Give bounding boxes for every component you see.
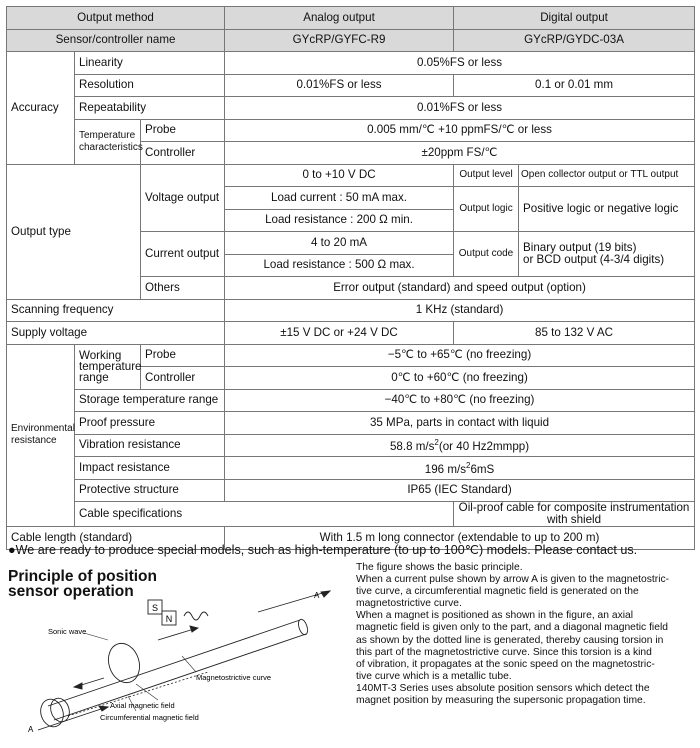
supply-voltage-analog: ±15 V DC or +24 V DC <box>225 322 454 345</box>
sonic-wave-loop <box>104 639 145 686</box>
axial-field-label: Axial magnetic field <box>110 701 175 710</box>
resolution-analog: 0.01%FS or less <box>225 74 454 97</box>
table-row <box>7 344 695 367</box>
desc-line: tive curve, a circumferential magnetic field is generated on the <box>356 586 639 598</box>
env-probe-label: Probe <box>141 344 225 367</box>
table-row <box>7 119 695 142</box>
supply-voltage-label: Supply voltage <box>7 322 225 345</box>
cable-spec-label: Cable specifications <box>75 502 454 527</box>
output-code-label: Output code <box>454 232 519 277</box>
magnetostrictive-curve-label: Magnetostrictive curve <box>196 673 272 682</box>
proof-pressure-value: 35 MPa, parts in contact with liquid <box>225 412 695 435</box>
desc-line: this part of the magnetostrictive curve. Since this torsion is a kind <box>356 646 652 658</box>
output-level-value: Open collector output or TTL output <box>519 164 695 187</box>
circumferential-field-label: Circumferential magnetic field <box>100 713 199 722</box>
specification-table <box>6 6 695 550</box>
header-row-sensor <box>7 29 695 52</box>
desc-line: When a current pulse shown by arrow A is given to the magnetostric- <box>356 574 670 586</box>
digital-model: GYcRP/GYDC-03A <box>454 29 695 52</box>
arrow-a-top-head <box>321 591 330 597</box>
principle-title <box>8 569 157 599</box>
torsion-wave <box>184 612 208 620</box>
vibration-value-tail: (or 40 Hz2mmpp) <box>438 440 530 454</box>
repeatability-label: Repeatability <box>75 97 225 120</box>
impact-value-tail: 6mS <box>470 462 495 476</box>
arrow-a-bottom-head <box>99 706 108 711</box>
field-arrow-line <box>158 629 194 640</box>
label-a-bottom: A <box>28 725 34 734</box>
temperature-label-line2: characteristics <box>79 141 143 153</box>
working-temperature-label <box>75 344 141 389</box>
sonic-wave-arrow-head <box>74 683 82 689</box>
table-row <box>7 479 695 502</box>
protective-structure-value: IP65 (IEC Standard) <box>225 479 695 502</box>
desc-line: magnetostrictive curve. <box>356 598 462 610</box>
sonic-wave-leader <box>84 633 108 640</box>
table-row <box>7 299 695 322</box>
storage-temperature-value: −40℃ to +80℃ (no freezing) <box>225 389 695 412</box>
table-row <box>7 52 695 75</box>
temp-controller-label: Controller <box>141 142 225 165</box>
environmental-label-line1: Environmental <box>11 423 75 435</box>
table-row <box>7 434 695 457</box>
scanning-frequency-value: 1 KHz (standard) <box>225 299 695 322</box>
cable-spec-value: Oil-proof cable for composite instrumentation with shield <box>454 502 695 527</box>
axial-field-leader <box>136 684 158 700</box>
vibration-resistance-label: Vibration resistance <box>75 434 225 457</box>
magnet-s-label: S <box>151 603 159 613</box>
environmental-label-line2: resistance <box>11 435 57 447</box>
resolution-label: Resolution <box>75 74 225 97</box>
magnet-n-label: N <box>165 614 173 624</box>
others-value: Error output (standard) and speed output (option) <box>225 277 695 300</box>
sensor-name-header: Sensor/controller name <box>7 29 225 52</box>
output-type-label: Output type <box>7 164 141 299</box>
impact-resistance-value <box>225 457 695 480</box>
desc-line: The figure shows the basic principle. <box>356 562 523 573</box>
desc-line: When a magnet is positioned as shown in the figure, an axial <box>356 610 634 622</box>
desc-line: as shown by the dotted line is generated, thereby causing torsion in <box>356 634 664 646</box>
env-probe-value: −5℃ to +65℃ (no freezing) <box>225 344 695 367</box>
tube-end-cap <box>297 618 310 636</box>
sonic-wave-label: Sonic wave <box>48 627 87 636</box>
table-row <box>7 164 695 187</box>
special-models-note: ●We are ready to produce special models, such as high-temperature (to up to 100℃) models. Please contact us. <box>8 543 638 557</box>
principle-title-line2: sensor operation <box>8 583 134 600</box>
vibration-resistance-value <box>225 434 695 457</box>
impact-resistance-label: Impact resistance <box>75 457 225 480</box>
impact-value-main: 196 m/s <box>424 462 466 476</box>
env-controller-value: 0℃ to +60℃ (no freezing) <box>225 367 695 390</box>
desc-line: tive curve which is a metallic tube. <box>356 670 512 682</box>
desc-line: magnet position by measuring the supersonic propagation time. <box>356 695 646 707</box>
digital-output-header: Digital output <box>454 7 695 30</box>
proof-pressure-label: Proof pressure <box>75 412 225 435</box>
principle-title-line1: Principle of position <box>8 568 157 585</box>
table-row <box>7 457 695 480</box>
desc-line: of vibration, it propagates at the sonic speed on the magnetostric- <box>356 658 655 670</box>
linearity-label: Linearity <box>75 52 225 75</box>
resolution-digital: 0.1 or 0.01 mm <box>454 74 695 97</box>
environmental-resistance-label <box>7 344 75 527</box>
arrow-a-bottom-line <box>38 708 104 730</box>
magnet <box>148 600 176 625</box>
table-row <box>7 412 695 435</box>
analog-output-header: Analog output <box>225 7 454 30</box>
output-code-line2: or BCD output (4-3/4 digits) <box>523 253 665 266</box>
voltage-range: 0 to +10 V DC <box>225 164 454 187</box>
env-controller-label: Controller <box>141 367 225 390</box>
field-arrow-head <box>190 626 198 632</box>
linearity-value: 0.05%FS or less <box>225 52 695 75</box>
table-row <box>7 322 695 345</box>
desc-line: magnetic field is given only to the part, and a diagonal magnetic field <box>356 622 668 634</box>
temperature-characteristics-label <box>75 119 141 164</box>
working-label-line3: range <box>79 371 109 384</box>
table-row <box>7 74 695 97</box>
accuracy-label: Accuracy <box>7 52 75 165</box>
temperature-label-line1: Temperature <box>79 129 136 141</box>
principle-description <box>356 562 694 707</box>
load-resistance-current: Load resistance : 500 Ω max. <box>225 254 454 277</box>
cable-length-label: Cable length (standard) <box>7 527 225 550</box>
table-row <box>7 97 695 120</box>
scanning-frequency-label: Scanning frequency <box>7 299 225 322</box>
impact-superscript: 2 <box>466 460 471 470</box>
header-row-method <box>7 7 695 30</box>
output-code-value <box>519 232 695 277</box>
protective-structure-label: Protective structure <box>75 479 225 502</box>
working-label-line1: Working <box>79 349 122 362</box>
current-range: 4 to 20 mA <box>225 232 454 255</box>
supply-voltage-digital: 85 to 132 V AC <box>454 322 695 345</box>
temp-probe-value: 0.005 mm/℃ +10 ppmFS/℃ or less <box>225 119 695 142</box>
magnetostrictive-leader <box>182 656 196 672</box>
label-a-top: A <box>314 591 320 600</box>
current-output-label: Current output <box>141 232 225 277</box>
cable-length-value: With 1.5 m long connector (extendable to up to 200 m) <box>225 527 695 550</box>
output-logic-label: Output logic <box>454 187 519 232</box>
vibration-superscript: 2 <box>434 438 439 448</box>
repeatability-value: 0.01%FS or less <box>225 97 695 120</box>
table-row <box>7 389 695 412</box>
temp-controller-value: ±20ppm FS/℃ <box>225 142 695 165</box>
load-current: Load current : 50 mA max. <box>225 187 454 210</box>
vibration-value-main: 58.8 m/s <box>389 440 435 454</box>
load-resistance-voltage: Load resistance : 200 Ω min. <box>225 209 454 232</box>
output-method-header: Output method <box>7 7 225 30</box>
storage-temperature-label: Storage temperature range <box>75 389 225 412</box>
output-code-line1: Binary output (19 bits) <box>523 241 637 254</box>
output-level-label: Output level <box>454 164 519 187</box>
output-logic-value: Positive logic or negative logic <box>519 187 695 232</box>
analog-model: GYcRP/GYFC-R9 <box>225 29 454 52</box>
table-row <box>7 502 695 527</box>
working-label-line2: temperature <box>79 360 142 373</box>
others-label: Others <box>141 277 225 300</box>
voltage-output-label: Voltage output <box>141 164 225 232</box>
temp-probe-label: Probe <box>141 119 225 142</box>
desc-line: 140MT-3 Series uses absolute position sensors which detect the <box>356 682 650 694</box>
